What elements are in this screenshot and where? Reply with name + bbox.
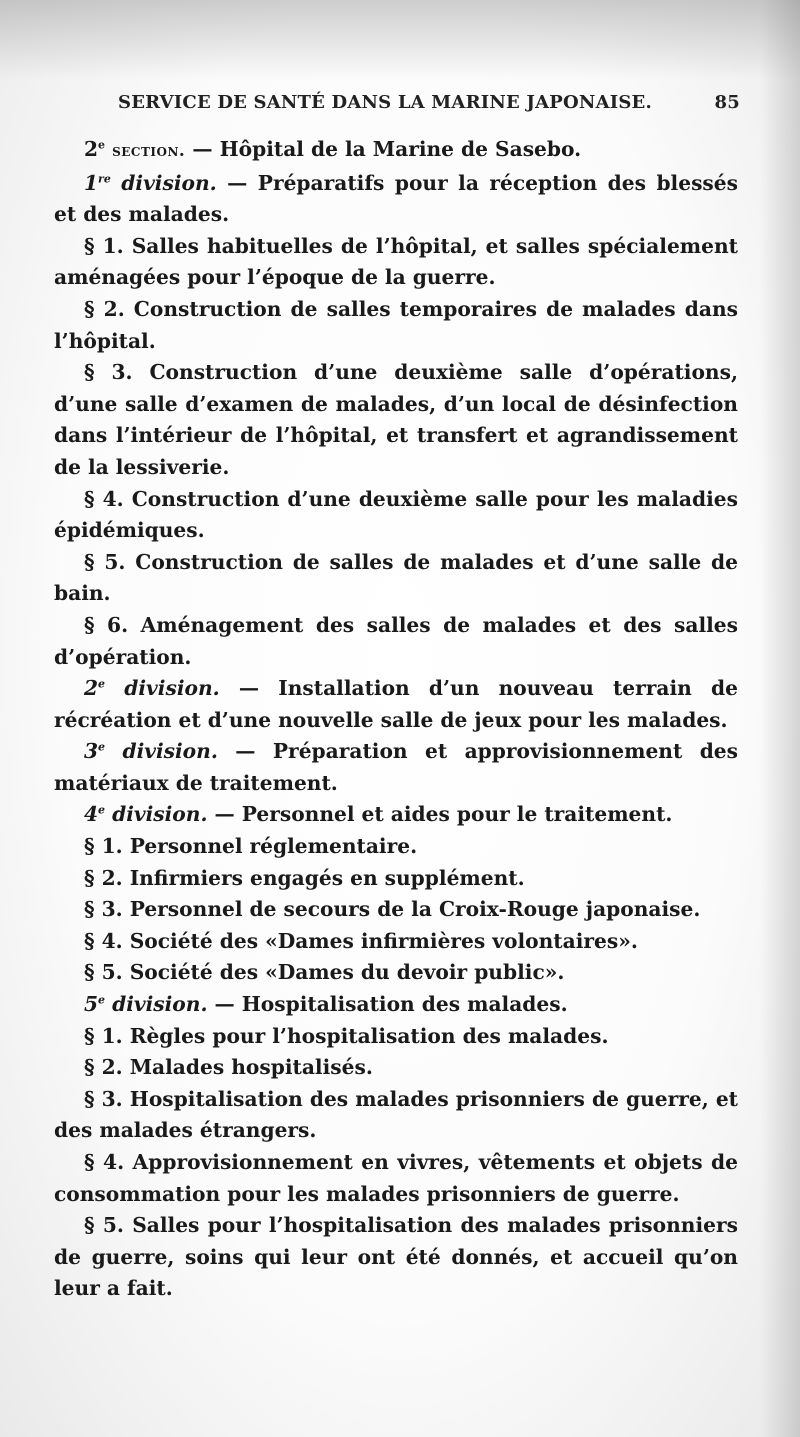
running-head-title: SERVICE DE SANTÉ DANS LA MARINE JAPONAISE. [118,92,652,113]
list-item: § 5. Salles pour l’hospitalisation des malades prisonniers de guerre, soins qui leur ont été donnés, et accueil qu’on leur a fait. [54,1213,738,1301]
division-ordinal: e [98,677,106,691]
division-title: — Hospitalisation des malades. [214,992,568,1017]
division-heading [54,989,738,1021]
section-title: — Hôpital de la Marine de Sasebo. [192,137,582,161]
division-label: division. [124,676,220,701]
list-item: § 1. Règles pour l’hospitalisation des malades. [84,1023,609,1048]
list-item: § 2. Construction de salles temporaires de malades dans l’hôpital. [54,296,738,353]
division-label: division. [122,739,218,764]
page-number: 85 [714,92,740,113]
division-number: 2 [84,676,99,701]
list-item: § 5. Société des «Dames du devoir public». [84,960,565,985]
list-item: § 1. Personnel réglementaire. [84,834,418,859]
running-head [118,92,740,113]
list-item: § 3. Personnel de secours de la Croix-Rouge japonaise. [84,897,701,922]
page-body [54,134,738,1305]
page-shadow-right [760,0,800,1437]
division-number: 3 [84,739,99,764]
division-title: — Préparation et approvisionnement des matériaux de traitement. [54,739,739,795]
division-number: 5 [84,992,99,1017]
list-item: § 6. Aménagement des salles de malades et des salles d’opération. [54,612,738,669]
division-label: division. [112,992,208,1017]
section-number: 2 [84,137,99,161]
division-label: division. [121,170,217,195]
division-number: 4 [84,802,99,827]
division-title: — Installation d’un nouveau terrain de récréation et d’une nouvelle salle de jeux pour les malades. [54,676,739,732]
list-item: § 5. Construction de salles de malades et d’une salle de bain. [54,549,738,606]
division-ordinal: e [98,740,106,754]
division-ordinal: re [98,171,111,185]
page-shadow-top [0,0,800,80]
division-number: 1 [84,170,99,195]
division-title: — Personnel et aides pour le traitement. [214,802,673,827]
division-title: — Préparatifs pour la réception des blessés et des malades. [54,170,739,227]
list-item: § 3. Construction d’une deuxième salle d’opérations, d’une salle d’examen de malades, d’un local de désinfection dans l’intérieur de l’hôpital, et transfert et agrandissement de la lessiverie. [54,360,738,479]
division-heading [54,799,738,831]
division-heading [54,736,738,799]
division-heading [54,673,738,736]
section-ordinal: e [98,138,106,152]
division-ordinal: e [98,803,106,817]
list-item: § 4. Société des «Dames infirmières volontaires». [84,928,638,953]
list-item: § 2. Infirmiers engagés en supplément. [84,865,525,890]
division-ordinal: e [98,993,106,1007]
section-heading [54,134,738,168]
section-label: section. [112,141,186,161]
list-item: § 4. Approvisionnement en vivres, vêtements et objets de consommation pour les malades prisonniers de guerre. [54,1150,738,1206]
list-item: § 3. Hospitalisation des malades prisonniers de guerre, et des malades étrangers. [54,1086,738,1143]
division-heading [54,168,738,231]
list-item: § 4. Construction d’une deuxième salle pour les maladies épidémiques. [54,486,738,543]
list-item: § 1. Salles habituelles de l’hôpital, et salles spécialement aménagées pour l’époque de la guerre. [54,233,738,290]
division-label: division. [112,802,208,827]
list-item: § 2. Malades hospitalisés. [84,1055,373,1080]
